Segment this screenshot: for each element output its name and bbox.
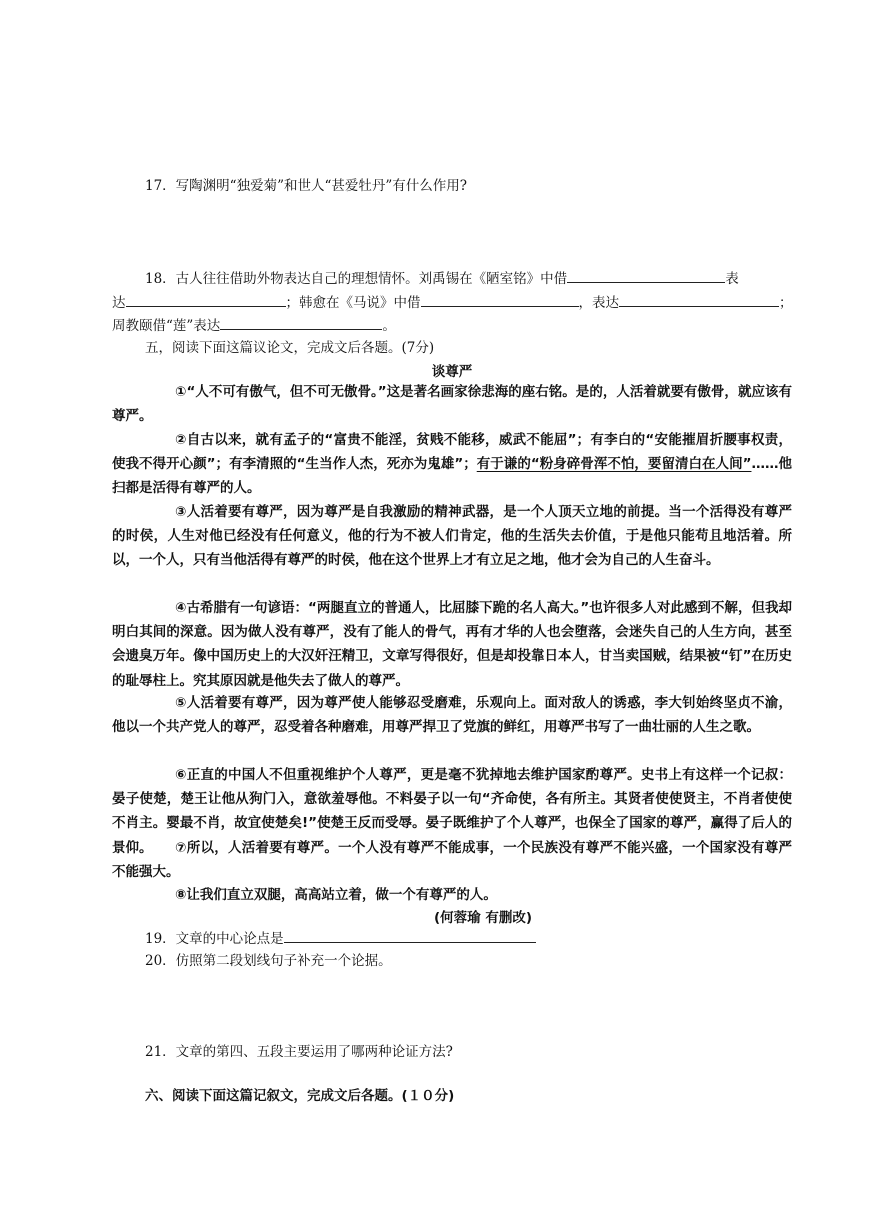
question-18-line3: 周教颐借“莲”表达 。 <box>112 315 792 336</box>
paragraph-5: ⑤人活着要有尊严，因为尊严使人能够忍受磨难，乐观向上。面对敌人的诱惑，李大钊始终坚贞不渝，他以一个共产党人的尊严，忍受着各种磨难，用尊严捍卫了党旗的鲜红，用尊严书写了一曲壮丽的人生之歌。 <box>112 695 792 736</box>
question-20: 20．仿照第二段划线句子补充一个论据。 <box>145 953 392 969</box>
section-6-heading: 六、阅读下面这篇记叙文，完成文后各题。(１０分) <box>145 1088 455 1104</box>
paragraph-4: ④古希腊有一句谚语：“两腿直立的普通人，比屈膝下跪的名人高大。”也许很多人对此感到不解，但我却明白其间的深意。因为做人没有尊严，没有了能人的骨气，再有才华的人也会堕落，会迷失自己的人生方向，甚至会遗臭万年。像中国历史上的大汉奸汪精卫，文章写得很好，但是却投靠日本人，甘当卖国贼，结果被“钉”在历史的耻辱柱上。究其原因就是他失去了做人的尊严。 <box>112 600 792 689</box>
paragraph-7: ⑦所以，人活着要有尊严。一个人没有尊严不能成事，一个民族没有尊严不能兴盛，一个国家没有尊严不能强大。 <box>112 840 792 881</box>
question-17: 17．写陶渊明“独爱菊”和世人“甚爱牡丹”有什么作用? <box>145 178 468 194</box>
question-18-line2: 达 ；韩愈在《马说》中借 ，表达 ； <box>112 292 792 313</box>
paragraph-1: ①“人不可有傲气，但不可无傲骨。”这是著名画家徐悲海的座右铭。是的，人活着就要有傲骨，就应该有尊严。 <box>112 384 792 425</box>
paragraph-3: ③人活着要有尊严，因为尊严是自我激励的精神武器，是一个人顶天立地的前提。当一个活得没有尊严的时侯，人生对他已经没有任何意义，他的行为不被人们肯定，他的生活失去价值，于是他只能苟且地活着。所以，一个人，只有当他活得有尊严的时侯，他在这个世界上才有立足之地，他才会为自己的人生奋斗。 <box>112 504 792 569</box>
underlined-sentence: 有于谦的“粉身碎骨浑不怕，要留清白在人间” <box>476 456 752 473</box>
answer-blank[interactable] <box>220 315 382 330</box>
question-19: 19．文章的中心论点是 <box>145 928 825 949</box>
answer-blank[interactable] <box>567 268 725 283</box>
section-5-heading: 五，阅读下面这篇议论文，完成文后各题。(7分) <box>145 340 435 356</box>
paragraph-2: ②自古以来，就有孟子的“富贵不能淫，贫贱不能移，威武不能屈”；有李白的“安能摧眉折腰事权责，使我不得开心颜”；有李清照的“生当作人杰，死亦为鬼雄”；有于谦的“粉身碎骨浑不怕，要留清白在人间”……他扫都是活得有尊严的人。 <box>112 432 792 497</box>
answer-blank[interactable] <box>421 292 579 307</box>
article-title: 谈尊严 <box>431 364 473 380</box>
article-source: (何蓉瑜 有删改) <box>433 910 533 926</box>
answer-blank[interactable] <box>619 292 779 307</box>
question-18-line1: 18．古人往往借助外物表达自己的理想情怀。刘禹锡在《陋室铭》中借 表 <box>145 268 825 289</box>
paragraph-6: ⑥正直的中国人不但重视维护个人尊严，更是毫不犹掉地去维护国家酌尊严。史书上有这样一个记叔：晏子使楚，楚王让他从狗门入，意欲羞辱他。不料晏子以一句“齐命使，各有所主。其贤者使使贤主，不肖者使使不肖主。婴最不肖，故宜使楚矣!”使楚王反而受辱。晏子既维护了个人尊严，也保全了国家的尊严，赢得了后人的景仰。 <box>112 767 792 856</box>
question-21: 21．文章的第四、五段主要运用了哪两种论证方法? <box>145 1044 453 1060</box>
paragraph-8: ⑧让我们直立双腿，高高站立着，做一个有尊严的人。 <box>175 887 497 903</box>
answer-blank[interactable] <box>126 292 286 307</box>
answer-blank[interactable] <box>284 928 536 943</box>
